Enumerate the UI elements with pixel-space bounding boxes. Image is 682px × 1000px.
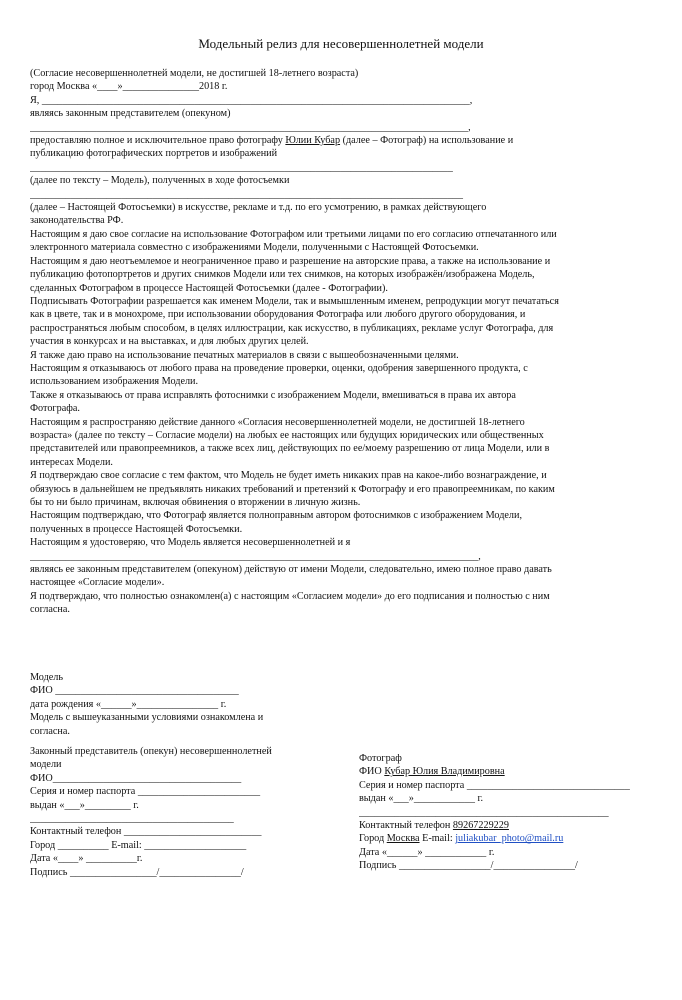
body-text-line: возраста» (далее по тексту – Согласие модели) на любых ее настоящих или будущих юридических или общественных	[30, 429, 544, 441]
body-text-line: _____________________________________________________________________________________	[30, 188, 463, 200]
photographer-city-email	[359, 832, 659, 845]
model-signature-block	[30, 671, 290, 738]
guardian-block-line: модели	[30, 759, 62, 771]
guardian-block-line: Дата «____» __________г.	[30, 853, 143, 865]
photographer-signature: Подпись __________________/________________/	[359, 860, 578, 872]
model-block-line: Модель	[30, 672, 64, 683]
photographer-passport: Серия и номер паспорта ________________________________	[359, 779, 630, 791]
body-text-line: Настоящим я распространяю действие данного «Согласия несовершеннолетней модели, не достигшей 18-летнего	[30, 416, 525, 428]
body-text-line: электронного материала совместно с изображениями Модели, полученными с Настоящей Фотосъемки.	[30, 242, 479, 254]
body-text-line: являясь законным представителем (опекуном)	[30, 108, 231, 120]
phone-label: Контактный телефон	[359, 820, 453, 832]
body-text-line: законодательства РФ.	[30, 215, 124, 227]
photographer-signature-block	[359, 752, 659, 873]
body-text-line: Настоящим я даю неотъемлемое и неограниченное право и разрешение на авторские права, а также на использование и	[30, 255, 551, 267]
body-text-line: Настоящим я отказываюсь от любого права на проведение проверки, оценки, одобрения завершенного продукта, с	[30, 362, 528, 374]
guardian-block-line: Подпись _________________/________________/	[30, 866, 244, 878]
body-text-line: как в цвете, так и в монохроме, при использовании оборудования Фотографа или любого другого оборудования, и	[30, 309, 526, 321]
body-text-line: Настоящим я даю свое согласие на использование Фотографом или третьими лицами по его согласию отпечатанного или	[30, 228, 557, 240]
guardian-signature-block	[30, 745, 290, 879]
release-body	[30, 67, 648, 617]
body-text-line: согласна.	[30, 604, 70, 616]
city-label: Город	[359, 833, 387, 845]
body-text-line: Я также даю право на использование печатных материалов в связи с вышеобозначенными целями.	[30, 349, 459, 361]
body-text-line: Я, ____________________________________________________________________________________,	[30, 94, 473, 106]
body-text-line: бы то ни было причинам, включая обвинения о вторжении в личную жизнь.	[30, 497, 361, 508]
phone-value: 89267229229	[452, 820, 509, 832]
body-text-line: ______________________________________________________________________________________,	[30, 121, 471, 133]
body-text-line: Фотографа.	[30, 403, 80, 415]
body-text-line: Я подтверждаю, что полностью ознакомлен(а) с настоящим «Согласием модели» до его подписания и полностью с ним	[30, 590, 550, 602]
body-text-line: Настоящим я удостоверяю, что Модель является несовершеннолетней и я	[30, 537, 351, 549]
photographer-fio	[359, 765, 659, 778]
body-text-line: полученных в процессе Настоящей Фотосъемки.	[30, 523, 243, 535]
body-text-line: Также я отказываюсь от права исправлять фотоснимки с изображением Модели, вмешиваться в права их автора	[30, 389, 516, 401]
body-text-line: использованием изображения Модели.	[30, 376, 199, 388]
body-text-line: Я подтверждаю свое согласие с тем фактом, что Модель не будет иметь никаких прав на какое-либо вознаграждение, и	[30, 470, 547, 482]
body-text-line: ___________________________________________________________________________________	[30, 161, 453, 173]
body-text-line: предоставляю полное и исключительное право фотографу Юлии Кубар (далее – Фотограф) на использование и	[30, 135, 514, 147]
model-block-line: дата рождения «______»________________ г.	[30, 698, 227, 710]
guardian-block-line: Город __________ E-mail: ____________________	[30, 839, 247, 851]
body-text-line: (Согласие несовершеннолетней модели, не достигшей 18-летнего возраста)	[30, 68, 359, 79]
email-link[interactable]: juliakubar_photo@mail.ru	[455, 833, 564, 845]
body-text-line: публикацию фотографических портретов и изображений	[30, 148, 278, 160]
body-text-line: (далее по тексту – Модель), полученных в ходе фотосъемки	[30, 175, 290, 187]
model-block-line: ФИО ____________________________________	[30, 685, 239, 697]
body-text-line: публикацию фотопортретов и других снимков Модели или тех снимков, на которых изображён/изображена Модель,	[30, 269, 535, 281]
body-text-line: сделанных Фотографом в процессе Настоящей Фотосъемки (далее - Фотографии).	[30, 282, 388, 294]
model-block-line: согласна.	[30, 725, 70, 737]
guardian-block-line: выдан «___»_________ г.	[30, 799, 139, 811]
city-value: Москва	[386, 833, 420, 845]
body-text-line: город Москва «____»_______________2018 г.	[30, 81, 228, 93]
photographer-blank-line: _________________________________________________	[359, 806, 609, 818]
document-title: Модельный релиз для несовершеннолетней модели	[198, 36, 484, 51]
body-text-line: интересах Модели.	[30, 456, 113, 468]
body-text-line: настоящее «Согласие модели».	[30, 577, 165, 589]
fio-label: ФИО	[359, 766, 385, 778]
email-label: E-mail:	[419, 833, 456, 845]
guardian-block-line: ФИО_____________________________________	[30, 772, 242, 784]
guardian-block-line: ________________________________________	[30, 813, 234, 825]
photographer-issued: выдан «___»____________ г.	[359, 793, 484, 805]
guardian-block-line: Серия и номер паспорта ________________________	[30, 786, 261, 798]
body-text-line: распространяться любым способом, в целях иллюстрации, как искусство, в публикациях, рекламе услуг Фотографа, для	[30, 322, 554, 334]
body-text-line: Настоящим подтверждаю, что Фотограф является полноправным автором фотоснимков с изображением Модели,	[30, 510, 523, 522]
body-text-line: (далее – Настоящей Фотосъемки) в искусстве, рекламе и т.д. по его усмотрению, в рамках действующего	[30, 202, 487, 214]
photographer-date: Дата «______» ____________ г.	[359, 846, 495, 858]
body-text-line: ________________________________________________________________________________________,	[30, 550, 481, 562]
guardian-block-line: Контактный телефон ___________________________	[30, 826, 262, 838]
body-text-line: участия в конкурсах и на выставках, и для любых других целей.	[30, 336, 309, 348]
body-text-line: представителей или правопреемников, а также всех лиц, действующих по ее/моему разрешению от лица Модели, или в	[30, 443, 550, 455]
photographer-phone	[359, 819, 659, 832]
model-block-line: Модель с вышеуказанными условиями ознакомлена и	[30, 712, 264, 724]
photographer-name: Кубар Юлия Владимировна	[384, 766, 505, 778]
body-text-line: являясь ее законным представителем (опекуном) действую от имени Модели, следовательно, имею полное право давать	[30, 564, 552, 576]
guardian-block-line: Законный представитель (опекун) несовершеннолетней	[30, 746, 272, 757]
body-text-line: обязуюсь в дальнейшем не предъявлять никаких требований и претензий к Фотографу и его правопреемникам, по каким	[30, 483, 555, 495]
body-text-line: Подписывать Фотографии разрешается как именем Модели, так и вымышленным именем, репродукции могут печататься	[30, 295, 559, 307]
photographer-heading: Фотограф	[359, 753, 402, 764]
